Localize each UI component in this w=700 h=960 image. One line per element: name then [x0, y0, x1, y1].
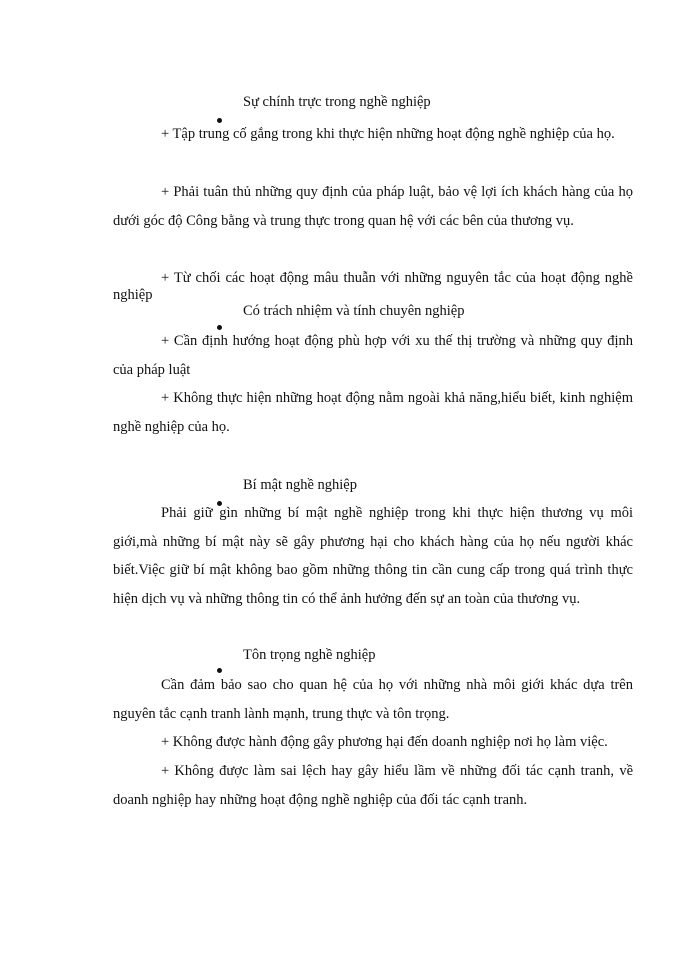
paragraph: + Tập trung cố gắng trong khi thực hiện những hoạt động nghề nghiệp của họ.: [161, 126, 615, 142]
paragraph: Cần đảm bảo sao cho quan hệ của họ với những nhà môi giới khác dựa trên nguyên tắc cạnh tranh lành mạnh, trung thực và tôn trọng.: [113, 677, 633, 722]
paragraph: + Không được làm sai lệch hay gây hiểu lầm về những đối tác cạnh tranh, về doanh nghiệp hay những hoạt động nghề nghiệp của đối tác cạnh tranh.: [113, 763, 633, 808]
paragraph: Phải giữ gìn những bí mật nghề nghiệp trong khi thực hiện thương vụ môi giới,mà những bí mật này sẽ gây phương hại cho khách hàng của họ nếu người khác biết.Việc giữ bí mật không bao gồm những thông tin cần cung cấp trong quá trình thực hiện dịch vụ và những thông tin có thể ảnh hưởng đến sự an toàn của thương vụ.: [113, 505, 633, 607]
paragraph: + Không được hành động gây phương hại đến doanh nghiệp nơi họ làm việc.: [161, 734, 608, 750]
paragraph: + Cần định hướng hoạt động phù hợp với xu thế thị trường và những quy định của pháp luật: [113, 333, 633, 378]
section-heading: Có trách nhiệm và tính chuyên nghiệp: [243, 303, 465, 319]
paragraph: + Không thực hiện những hoạt động nằm ngoài khả năng,hiểu biết, kinh nghiệm nghề nghiệp của họ.: [113, 390, 633, 435]
section-heading: Tôn trọng nghề nghiệp: [243, 647, 376, 663]
section-heading: Bí mật nghề nghiệp: [243, 477, 357, 493]
section-heading: Sự chính trực trong nghề nghiệp: [243, 94, 431, 110]
paragraph: + Phải tuân thủ những quy định của pháp luật, bảo vệ lợi ích khách hàng của họ dưới góc độ Công bằng và trung thực trong quan hệ với các bên của thương vụ.: [113, 184, 633, 229]
paragraph: + Từ chối các hoạt động mâu thuẫn với những nguyên tắc của hoạt động nghề nghiệp: [113, 270, 633, 303]
